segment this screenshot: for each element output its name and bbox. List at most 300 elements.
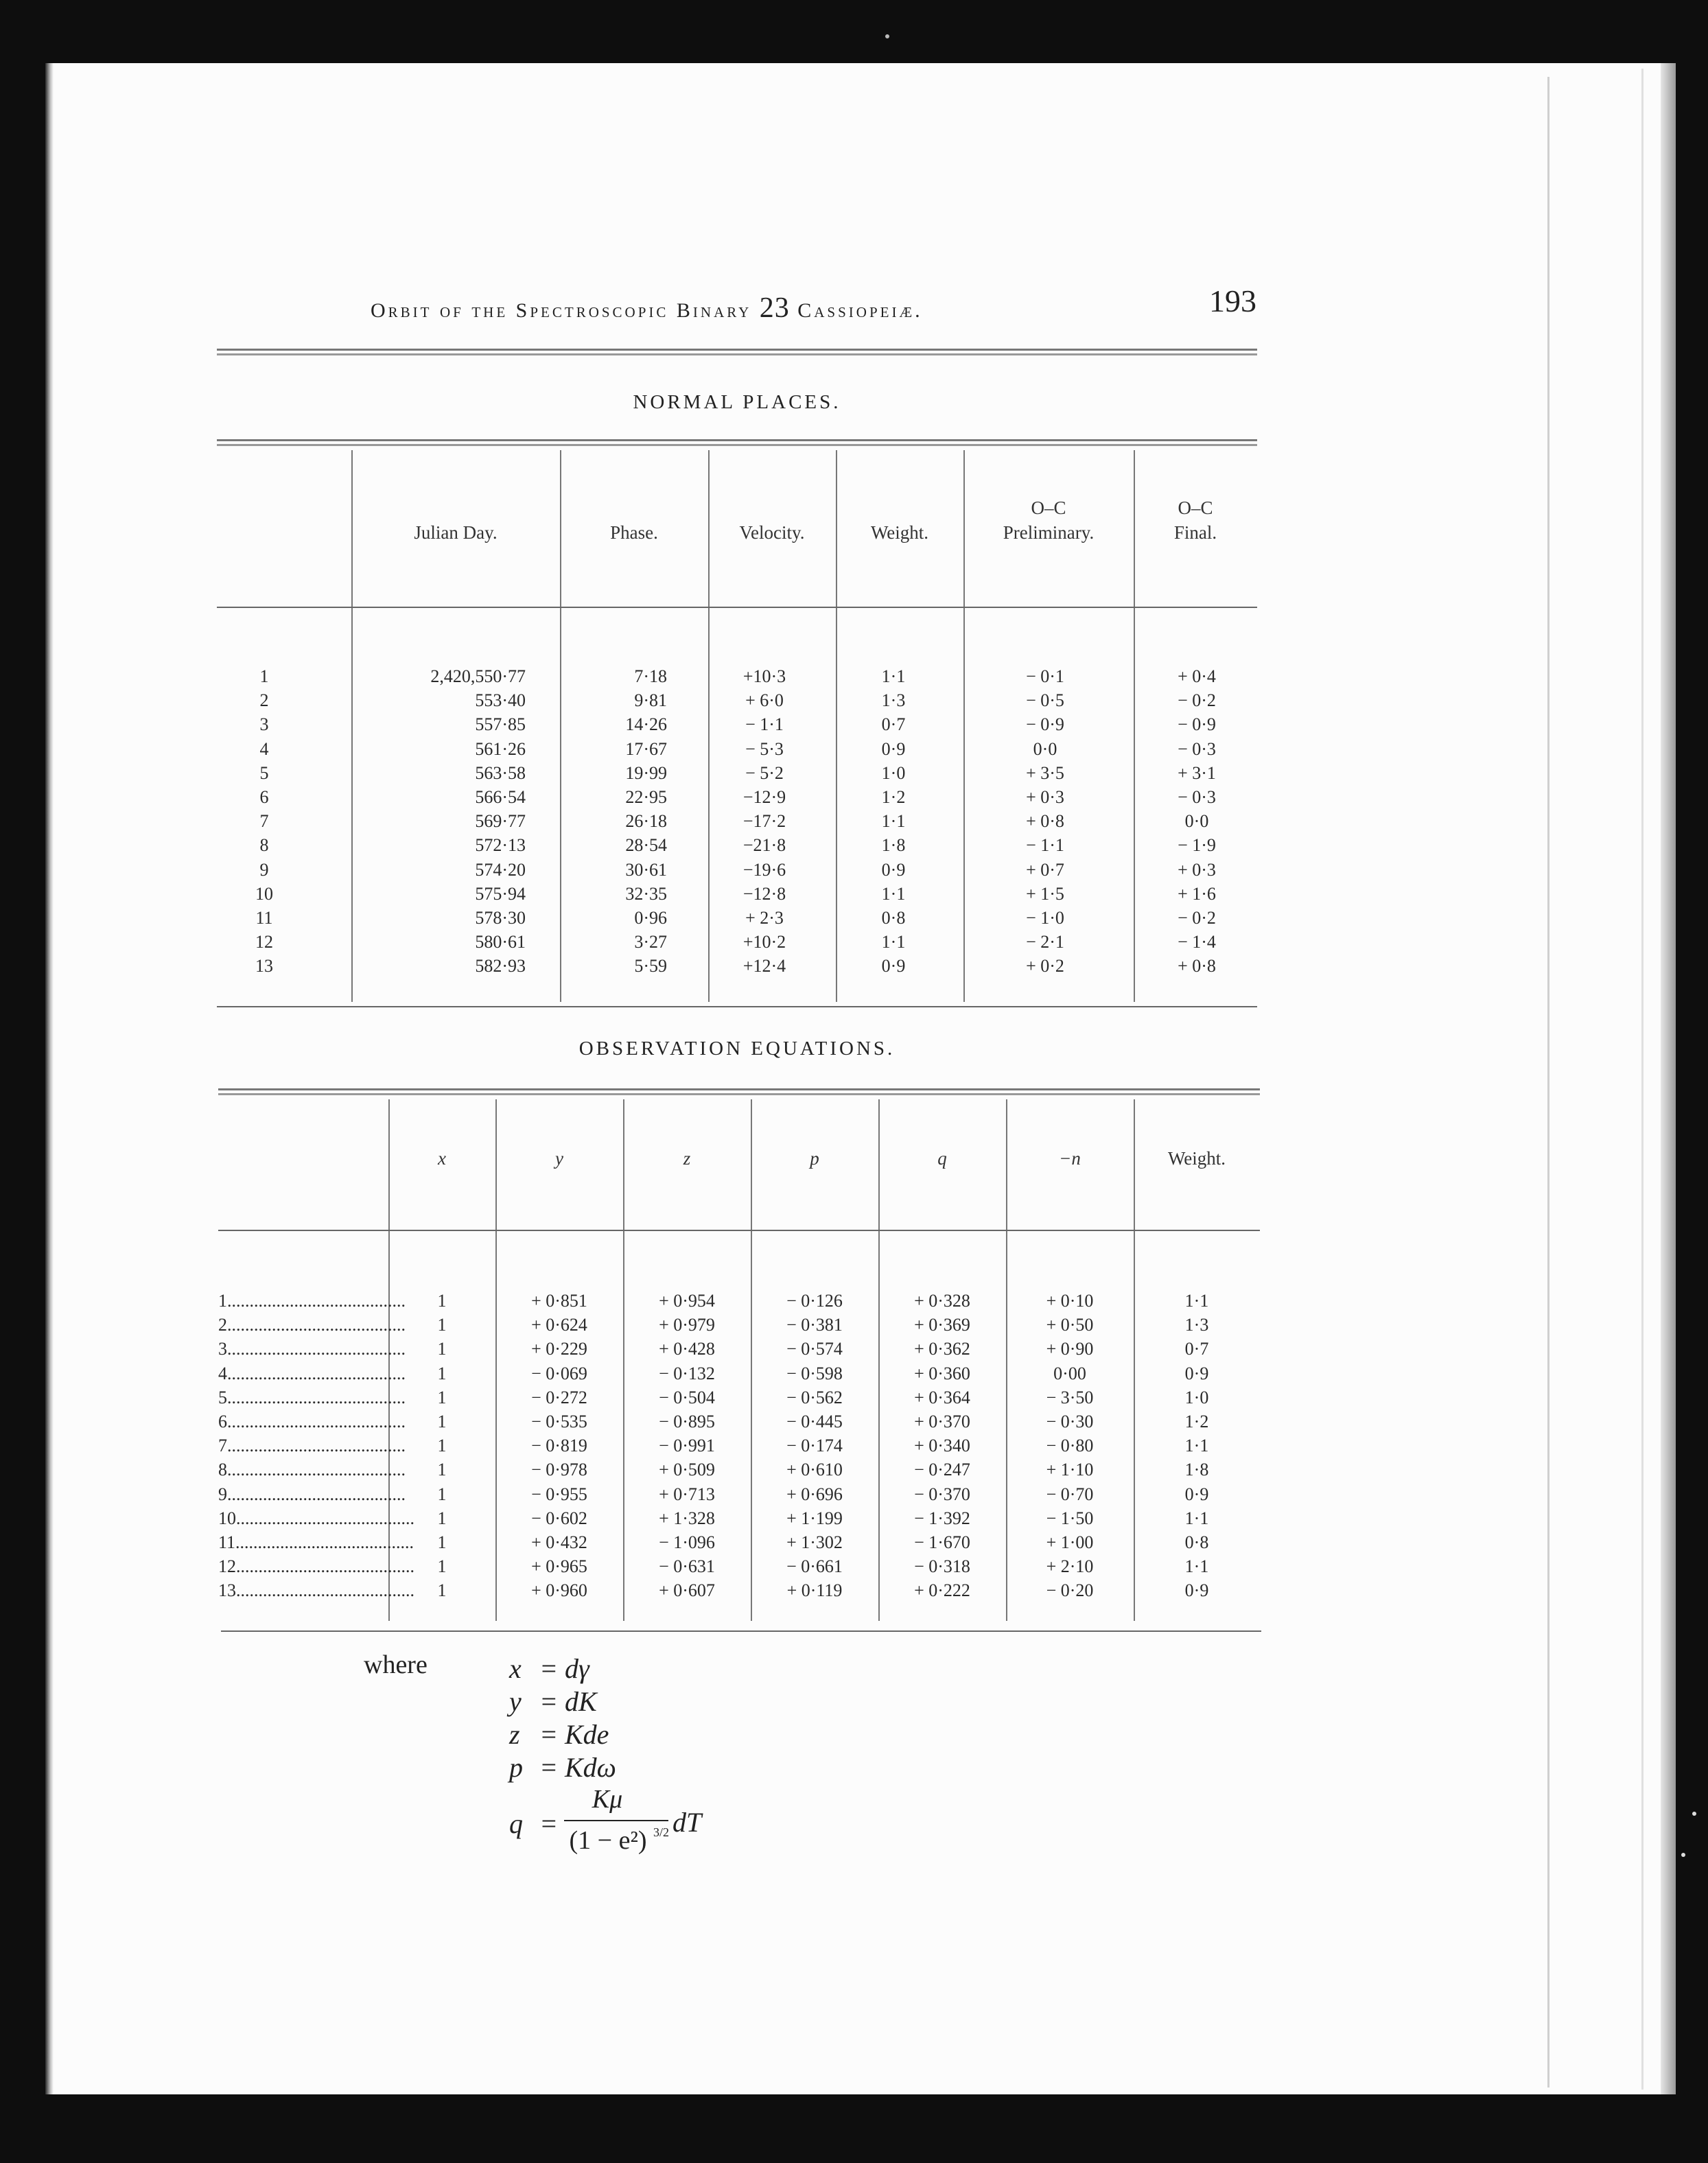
cell-x: 1 <box>437 1580 447 1601</box>
cell-phase: 7·18 <box>634 666 667 686</box>
scan-speck <box>1681 1853 1685 1857</box>
cell-oc-preliminary: − 1·0 <box>1026 908 1064 928</box>
cell-phase: 30·61 <box>625 859 667 880</box>
table-row <box>0 954 1708 979</box>
def-p-var: p <box>509 1752 523 1783</box>
cell-p: − 0·174 <box>786 1436 843 1456</box>
cell-p: + 1·302 <box>786 1532 843 1552</box>
cell-phase: 26·18 <box>625 811 667 832</box>
cell-row-number <box>218 1410 406 1434</box>
leader-dots: ........................................ <box>227 1387 406 1407</box>
cell-p: − 0·445 <box>786 1412 843 1431</box>
cell-phase: 3·27 <box>634 932 667 952</box>
cell-z: − 0·504 <box>659 1387 715 1407</box>
leader-dots: ........................................ <box>227 1412 406 1431</box>
cell-velocity: −12·9 <box>742 787 786 807</box>
col-header-phase: Phase. <box>610 522 658 543</box>
row-number-label: 12 <box>218 1556 236 1577</box>
cell-q: + 0·222 <box>914 1580 970 1601</box>
table-row <box>0 1289 1708 1313</box>
cell-q: + 0·340 <box>914 1436 970 1456</box>
cell-row-number <box>218 1482 406 1507</box>
cell-q: − 0·318 <box>914 1556 970 1577</box>
table-row <box>0 906 1708 931</box>
cell-weight: 0·9 <box>1184 1363 1209 1383</box>
where-label: where <box>364 1650 428 1679</box>
col-header-weight: Weight. <box>870 522 929 543</box>
table-row <box>0 1458 1708 1482</box>
observation-equations-caption: OBSERVATION EQUATIONS. <box>578 1038 896 1060</box>
def-z-var: z <box>509 1719 520 1750</box>
cell-weight: 1·1 <box>881 811 906 832</box>
cell-p: − 0·661 <box>786 1556 843 1577</box>
def-q-denominator: (1 − e²) <box>569 1826 647 1855</box>
cell-row-number <box>218 1530 414 1555</box>
cell-q: + 0·364 <box>914 1387 970 1407</box>
leader-dots: ........................................ <box>236 1508 414 1528</box>
cell-p: + 0·610 <box>786 1460 843 1480</box>
cell-weight: 0·9 <box>881 859 906 880</box>
table-row <box>0 664 1708 689</box>
page-edge <box>1641 69 1643 2090</box>
cell-phase: 5·59 <box>634 956 667 977</box>
col-header-oc-final-bottom: Final. <box>1173 522 1217 543</box>
table-bottom-rule <box>217 1006 1257 1007</box>
table-top-rule <box>217 439 1257 446</box>
running-head-title-post: Cassiopeiæ. <box>789 299 923 322</box>
cell-oc-final: − 1·9 <box>1178 835 1216 856</box>
cell-weight: 1·1 <box>881 666 906 686</box>
cell-velocity: − 5·3 <box>745 738 784 759</box>
cell-y: − 0·069 <box>531 1363 587 1383</box>
cell-oc-final: − 0·3 <box>1178 738 1216 759</box>
cell-julian-day: 2,420,550·77 <box>430 666 526 686</box>
cell-weight: 1·1 <box>881 883 906 904</box>
cell-minus-n: + 2·10 <box>1046 1556 1094 1577</box>
cell-weight: 0·8 <box>1184 1532 1209 1552</box>
cell-row-number: 12 <box>255 932 273 952</box>
cell-z: − 0·631 <box>659 1556 715 1577</box>
row-number-label: 10 <box>218 1508 236 1528</box>
col-header-q: q <box>937 1148 947 1169</box>
cell-velocity: − 1·1 <box>745 714 784 735</box>
cell-p: − 0·574 <box>786 1339 843 1359</box>
header-rule <box>217 607 1257 608</box>
cell-phase: 28·54 <box>625 835 667 856</box>
cell-weight: 0·9 <box>1184 1484 1209 1504</box>
cell-oc-final: + 0·4 <box>1178 666 1216 686</box>
row-number-label: 6 <box>218 1412 227 1431</box>
table-row <box>0 712 1708 737</box>
cell-row-number: 2 <box>259 690 269 711</box>
col-header-y: y <box>555 1148 563 1169</box>
cell-z: − 0·895 <box>659 1412 715 1431</box>
cell-velocity: + 6·0 <box>745 690 784 711</box>
cell-q: − 1·670 <box>914 1532 970 1552</box>
cell-q: − 0·247 <box>914 1460 970 1480</box>
cell-phase: 14·26 <box>625 714 667 735</box>
cell-velocity: − 5·2 <box>745 762 784 783</box>
cell-z: + 0·607 <box>659 1580 715 1601</box>
def-z-rhs: = Kde <box>539 1719 609 1750</box>
cell-row-number <box>218 1578 414 1603</box>
cell-weight: 1·3 <box>1184 1315 1209 1335</box>
cell-y: − 0·602 <box>531 1508 587 1528</box>
cell-phase: 19·99 <box>625 762 667 783</box>
page-edge <box>1661 63 1676 2094</box>
row-number-label: 4 <box>218 1363 227 1383</box>
cell-row-number <box>218 1313 406 1337</box>
cell-z: − 1·096 <box>659 1532 715 1552</box>
running-head <box>371 292 923 325</box>
cell-row-number <box>218 1289 406 1313</box>
table-row <box>0 1530 1708 1555</box>
cell-weight: 0·8 <box>881 908 906 928</box>
cell-weight: 1·1 <box>1184 1556 1209 1577</box>
table-row <box>0 1361 1708 1386</box>
cell-weight: 1·1 <box>1184 1291 1209 1311</box>
top-double-rule <box>217 349 1257 355</box>
cell-oc-final: − 0·2 <box>1178 908 1216 928</box>
row-number-label: 11 <box>218 1532 236 1552</box>
table-row <box>0 1410 1708 1434</box>
col-header-minus-n: −n <box>1059 1148 1081 1169</box>
cell-q: + 0·369 <box>914 1315 970 1335</box>
cell-z: + 0·954 <box>659 1291 715 1311</box>
cell-weight: 1·0 <box>881 762 906 783</box>
cell-minus-n: + 0·90 <box>1046 1339 1094 1359</box>
cell-row-number: 3 <box>259 714 269 735</box>
cell-weight: 1·2 <box>881 787 906 807</box>
col-header-julian-day: Julian Day. <box>414 522 498 543</box>
cell-minus-n: + 0·10 <box>1046 1291 1094 1311</box>
cell-julian-day: 574·20 <box>475 859 526 880</box>
cell-row-number <box>218 1386 406 1410</box>
cell-velocity: −19·6 <box>742 859 786 880</box>
cell-y: + 0·851 <box>531 1291 587 1311</box>
cell-weight: 1·3 <box>881 690 906 711</box>
cell-p: − 0·126 <box>786 1291 843 1311</box>
cell-y: + 0·624 <box>531 1315 587 1335</box>
cell-velocity: +12·4 <box>742 956 786 977</box>
cell-row-number: 1 <box>259 666 269 686</box>
row-number-label: 3 <box>218 1339 227 1359</box>
cell-x: 1 <box>437 1363 447 1383</box>
cell-minus-n: + 1·10 <box>1046 1460 1094 1480</box>
col-header-oc-final-top: O–C <box>1178 498 1213 518</box>
cell-z: + 0·509 <box>659 1460 715 1480</box>
cell-x: 1 <box>437 1339 447 1359</box>
def-y-rhs: = dK <box>539 1686 597 1717</box>
cell-row-number <box>218 1458 406 1482</box>
def-q-tail: dT <box>672 1807 702 1838</box>
cell-q: + 0·362 <box>914 1339 970 1359</box>
cell-z: − 0·991 <box>659 1436 715 1456</box>
page-gutter-shadow <box>45 63 54 2094</box>
cell-oc-preliminary: + 0·2 <box>1026 956 1064 977</box>
cell-weight: 1·2 <box>1184 1412 1209 1431</box>
table-row <box>0 1434 1708 1458</box>
cell-y: − 0·272 <box>531 1387 587 1407</box>
col-header-velocity: Velocity. <box>739 522 805 543</box>
cell-x: 1 <box>437 1436 447 1456</box>
cell-minus-n: + 0·50 <box>1046 1315 1094 1335</box>
running-head-title-num: 23 <box>759 292 790 324</box>
cell-phase: 0·96 <box>634 908 667 928</box>
col-header-p: p <box>810 1148 819 1169</box>
cell-row-number: 4 <box>259 738 269 759</box>
cell-oc-final: + 3·1 <box>1178 762 1216 783</box>
cell-row-number: 11 <box>255 908 273 928</box>
cell-minus-n: − 0·70 <box>1046 1484 1094 1504</box>
col-header-weight: Weight. <box>1167 1148 1226 1169</box>
cell-p: + 0·119 <box>786 1580 843 1601</box>
table-row <box>0 737 1708 762</box>
cell-oc-final: + 0·3 <box>1178 859 1216 880</box>
cell-weight: 1·1 <box>1184 1436 1209 1456</box>
col-header-oc-prelim-top: O–C <box>1031 498 1066 518</box>
book-page <box>45 63 1673 2094</box>
row-number-label: 5 <box>218 1387 227 1407</box>
cell-julian-day: 582·93 <box>475 956 526 977</box>
cell-velocity: −21·8 <box>742 835 786 856</box>
cell-julian-day: 563·58 <box>475 762 526 783</box>
cell-weight: 0·9 <box>881 738 906 759</box>
cell-y: + 0·432 <box>531 1532 587 1552</box>
cell-weight: 1·1 <box>881 932 906 952</box>
cell-oc-preliminary: + 0·8 <box>1026 811 1064 832</box>
cell-row-number: 7 <box>259 811 269 832</box>
cell-oc-preliminary: − 0·1 <box>1026 666 1064 686</box>
cell-oc-final: − 0·9 <box>1178 714 1216 735</box>
cell-velocity: + 2·3 <box>745 908 784 928</box>
cell-minus-n: 0·00 <box>1053 1363 1086 1383</box>
row-number-label: 2 <box>218 1315 227 1335</box>
cell-weight: 1·8 <box>881 835 906 856</box>
cell-p: + 1·199 <box>786 1508 843 1528</box>
cell-oc-final: + 1·6 <box>1178 883 1216 904</box>
fraction-bar <box>564 1820 668 1821</box>
table-row <box>0 1386 1708 1410</box>
cell-weight: 1·0 <box>1184 1387 1209 1407</box>
cell-phase: 22·95 <box>625 787 667 807</box>
def-q-exponent: 3/2 <box>653 1825 670 1839</box>
table-row <box>0 1337 1708 1361</box>
cell-weight: 1·1 <box>1184 1508 1209 1528</box>
table-top-rule <box>218 1088 1260 1095</box>
cell-weight: 0·7 <box>881 714 906 735</box>
cell-y: + 0·229 <box>531 1339 587 1359</box>
cell-julian-day: 575·94 <box>475 883 526 904</box>
cell-row-number <box>218 1337 406 1361</box>
cell-julian-day: 572·13 <box>475 835 526 856</box>
cell-p: + 0·696 <box>786 1484 843 1504</box>
cell-phase: 32·35 <box>625 883 667 904</box>
cell-x: 1 <box>437 1508 447 1528</box>
table-row <box>0 1578 1708 1603</box>
table-row <box>0 761 1708 786</box>
cell-row-number: 10 <box>255 883 273 904</box>
cell-julian-day: 569·77 <box>475 811 526 832</box>
row-number-label: 13 <box>218 1580 236 1601</box>
cell-oc-preliminary: − 0·9 <box>1026 714 1064 735</box>
def-x-rhs: = dγ <box>539 1653 589 1684</box>
cell-weight: 1·8 <box>1184 1460 1209 1480</box>
cell-oc-preliminary: − 0·5 <box>1026 690 1064 711</box>
cell-row-number: 8 <box>259 835 269 856</box>
cell-oc-preliminary: + 3·5 <box>1026 762 1064 783</box>
table-row <box>0 688 1708 713</box>
table-row <box>0 1482 1708 1507</box>
cell-oc-preliminary: + 1·5 <box>1026 883 1064 904</box>
cell-p: − 0·598 <box>786 1363 843 1383</box>
cell-y: − 0·535 <box>531 1412 587 1431</box>
cell-julian-day: 561·26 <box>475 738 526 759</box>
def-p-rhs: = Kdω <box>539 1752 616 1783</box>
cell-minus-n: − 1·50 <box>1046 1508 1094 1528</box>
cell-oc-final: − 0·2 <box>1178 690 1216 711</box>
cell-velocity: +10·3 <box>742 666 786 686</box>
row-number-label: 7 <box>218 1436 227 1456</box>
cell-velocity: −12·8 <box>742 883 786 904</box>
table-row <box>0 1554 1708 1579</box>
cell-x: 1 <box>437 1315 447 1335</box>
cell-row-number: 5 <box>259 762 269 783</box>
cell-y: − 0·955 <box>531 1484 587 1504</box>
cell-row-number <box>218 1554 414 1579</box>
leader-dots: ........................................ <box>236 1580 414 1601</box>
cell-minus-n: − 3·50 <box>1046 1387 1094 1407</box>
row-number-label: 1 <box>218 1291 227 1311</box>
row-number-label: 8 <box>218 1460 227 1480</box>
cell-x: 1 <box>437 1412 447 1431</box>
normal-places-caption: NORMAL PLACES. <box>633 391 841 413</box>
table-row <box>0 809 1708 834</box>
cell-x: 1 <box>437 1387 447 1407</box>
cell-p: − 0·381 <box>786 1315 843 1335</box>
def-x-var: x <box>509 1653 522 1684</box>
cell-minus-n: + 1·00 <box>1046 1532 1094 1552</box>
cell-row-number <box>218 1506 414 1531</box>
cell-z: + 0·979 <box>659 1315 715 1335</box>
cell-velocity: −17·2 <box>742 811 786 832</box>
leader-dots: ........................................ <box>227 1339 406 1359</box>
cell-oc-preliminary: − 1·1 <box>1026 835 1064 856</box>
table-row <box>0 833 1708 858</box>
header-rule <box>218 1230 1260 1231</box>
cell-y: + 0·960 <box>531 1580 587 1601</box>
scan-speck <box>1692 1812 1696 1816</box>
row-number-label: 9 <box>218 1484 227 1504</box>
cell-z: − 0·132 <box>659 1363 715 1383</box>
def-q-equals: = <box>539 1808 558 1839</box>
leader-dots: ........................................ <box>227 1291 406 1311</box>
cell-row-number <box>218 1434 406 1458</box>
col-header-oc-prelim-bottom: Preliminary. <box>1003 522 1095 543</box>
cell-row-number: 6 <box>259 787 269 807</box>
table-row <box>0 882 1708 907</box>
cell-minus-n: − 0·20 <box>1046 1580 1094 1601</box>
cell-x: 1 <box>437 1460 447 1480</box>
def-y-var: y <box>509 1686 522 1717</box>
cell-x: 1 <box>437 1291 447 1311</box>
cell-weight: 0·9 <box>1184 1580 1209 1601</box>
cell-oc-final: − 1·4 <box>1178 932 1216 952</box>
cell-oc-final: + 0·8 <box>1178 956 1216 977</box>
leader-dots: ........................................ <box>236 1556 414 1577</box>
cell-phase: 17·67 <box>625 738 667 759</box>
cell-y: − 0·819 <box>531 1436 587 1456</box>
cell-minus-n: − 0·30 <box>1046 1412 1094 1431</box>
cell-minus-n: − 0·80 <box>1046 1436 1094 1456</box>
cell-x: 1 <box>437 1532 447 1552</box>
cell-row-number: 13 <box>255 956 273 977</box>
cell-julian-day: 557·85 <box>475 714 526 735</box>
leader-dots: ........................................ <box>235 1532 414 1552</box>
cell-p: − 0·562 <box>786 1387 843 1407</box>
cell-oc-preliminary: + 0·7 <box>1026 859 1064 880</box>
table-row <box>0 1313 1708 1337</box>
table-row <box>0 858 1708 882</box>
cell-q: + 0·328 <box>914 1291 970 1311</box>
cell-oc-preliminary: 0·0 <box>1033 738 1057 759</box>
cell-velocity: +10·2 <box>742 932 786 952</box>
table-bottom-rule <box>221 1630 1261 1632</box>
cell-oc-final: − 0·3 <box>1178 787 1216 807</box>
page-edge <box>1547 77 1549 2088</box>
table-row <box>0 930 1708 955</box>
cell-oc-preliminary: + 0·3 <box>1026 787 1064 807</box>
cell-julian-day: 566·54 <box>475 787 526 807</box>
table-row <box>0 1506 1708 1531</box>
cell-row-number <box>218 1361 406 1386</box>
cell-z: + 0·713 <box>659 1484 715 1504</box>
cell-q: − 1·392 <box>914 1508 970 1528</box>
col-header-x: x <box>438 1148 446 1169</box>
cell-weight: 0·9 <box>881 956 906 977</box>
table-row <box>0 785 1708 810</box>
cell-x: 1 <box>437 1484 447 1504</box>
leader-dots: ........................................ <box>227 1460 406 1480</box>
leader-dots: ........................................ <box>227 1484 406 1504</box>
cell-z: + 0·428 <box>659 1339 715 1359</box>
cell-q: + 0·370 <box>914 1412 970 1431</box>
cell-q: − 0·370 <box>914 1484 970 1504</box>
running-head-title-pre: Orbit of the Spectroscopic Binary <box>371 299 760 322</box>
cell-weight: 0·7 <box>1184 1339 1209 1359</box>
cell-oc-final: 0·0 <box>1184 811 1209 832</box>
page-number: 193 <box>1209 283 1256 318</box>
cell-y: − 0·978 <box>531 1460 587 1480</box>
cell-y: + 0·965 <box>531 1556 587 1577</box>
leader-dots: ........................................ <box>227 1315 406 1335</box>
cell-julian-day: 578·30 <box>475 908 526 928</box>
cell-q: + 0·360 <box>914 1363 970 1383</box>
cell-oc-preliminary: − 2·1 <box>1026 932 1064 952</box>
leader-dots: ........................................ <box>227 1436 406 1456</box>
cell-phase: 9·81 <box>634 690 667 711</box>
def-q-var: q <box>509 1808 523 1839</box>
scan-speck <box>885 34 889 38</box>
cell-z: + 1·328 <box>659 1508 715 1528</box>
leader-dots: ........................................ <box>227 1363 406 1383</box>
col-header-z: z <box>683 1148 691 1169</box>
cell-x: 1 <box>437 1556 447 1577</box>
cell-julian-day: 580·61 <box>475 932 526 952</box>
cell-row-number: 9 <box>259 859 269 880</box>
def-q-numerator: Kμ <box>592 1785 623 1814</box>
cell-julian-day: 553·40 <box>475 690 526 711</box>
